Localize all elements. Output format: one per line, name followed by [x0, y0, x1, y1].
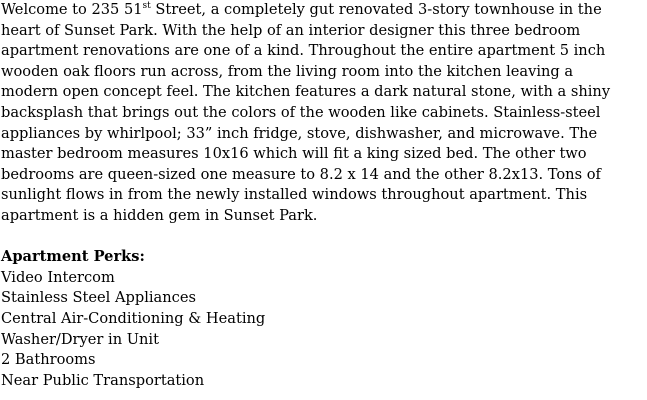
description-line: bedrooms are queen-sized one measure to 8.2 x 14 and the other 8.2x13. Tons of	[1, 165, 601, 183]
perk-item: Stainless Steel Appliances	[1, 289, 196, 307]
description-line: backsplash that brings out the colors of the wooden like cabinets. Stainless-steel	[1, 103, 601, 121]
perk-item: Near Public Transportation	[1, 371, 205, 389]
description-line: master bedroom measures 10x16 which will fit a king sized bed. The other two	[1, 145, 587, 163]
description-line: apartment is a hidden gem in Sunset Park.	[1, 206, 318, 224]
description-line	[1, 0, 643, 21]
perk-item: 2 Bathrooms	[1, 351, 96, 369]
perk-item: Central Air-Conditioning & Heating	[1, 309, 266, 327]
perks-heading: Apartment Perks:	[1, 248, 145, 266]
description-line: modern open concept feel. The kitchen features a dark natural stone, with a shiny	[1, 83, 611, 101]
description-line: sunlight flows in from the newly installed windows throughout apartment. This	[1, 186, 588, 204]
perk-item: Washer/Dryer in Unit	[1, 330, 159, 348]
description-line: apartment renovations are one of a kind. Throughout the entire apartment 5 inch	[1, 42, 606, 60]
description-text: Welcome to 235 51	[1, 1, 143, 18]
ordinal-superscript: st	[142, 1, 151, 11]
perk-item: Video Intercom	[1, 268, 115, 286]
description-paragraph	[1, 0, 643, 227]
description-text: Street, a completely gut renovated 3-story townhouse in the	[150, 1, 602, 18]
description-line: appliances by whirlpool; 33” inch fridge, stove, dishwasher, and microwave. The	[1, 124, 598, 142]
description-line: heart of Sunset Park. With the help of an interior designer this three bedroom	[1, 21, 581, 39]
perks-section	[1, 247, 643, 391]
listing-document	[1, 0, 643, 391]
paragraph-spacer	[1, 227, 643, 248]
description-line: wooden oak floors run across, from the living room into the kitchen leaving a	[1, 62, 574, 80]
